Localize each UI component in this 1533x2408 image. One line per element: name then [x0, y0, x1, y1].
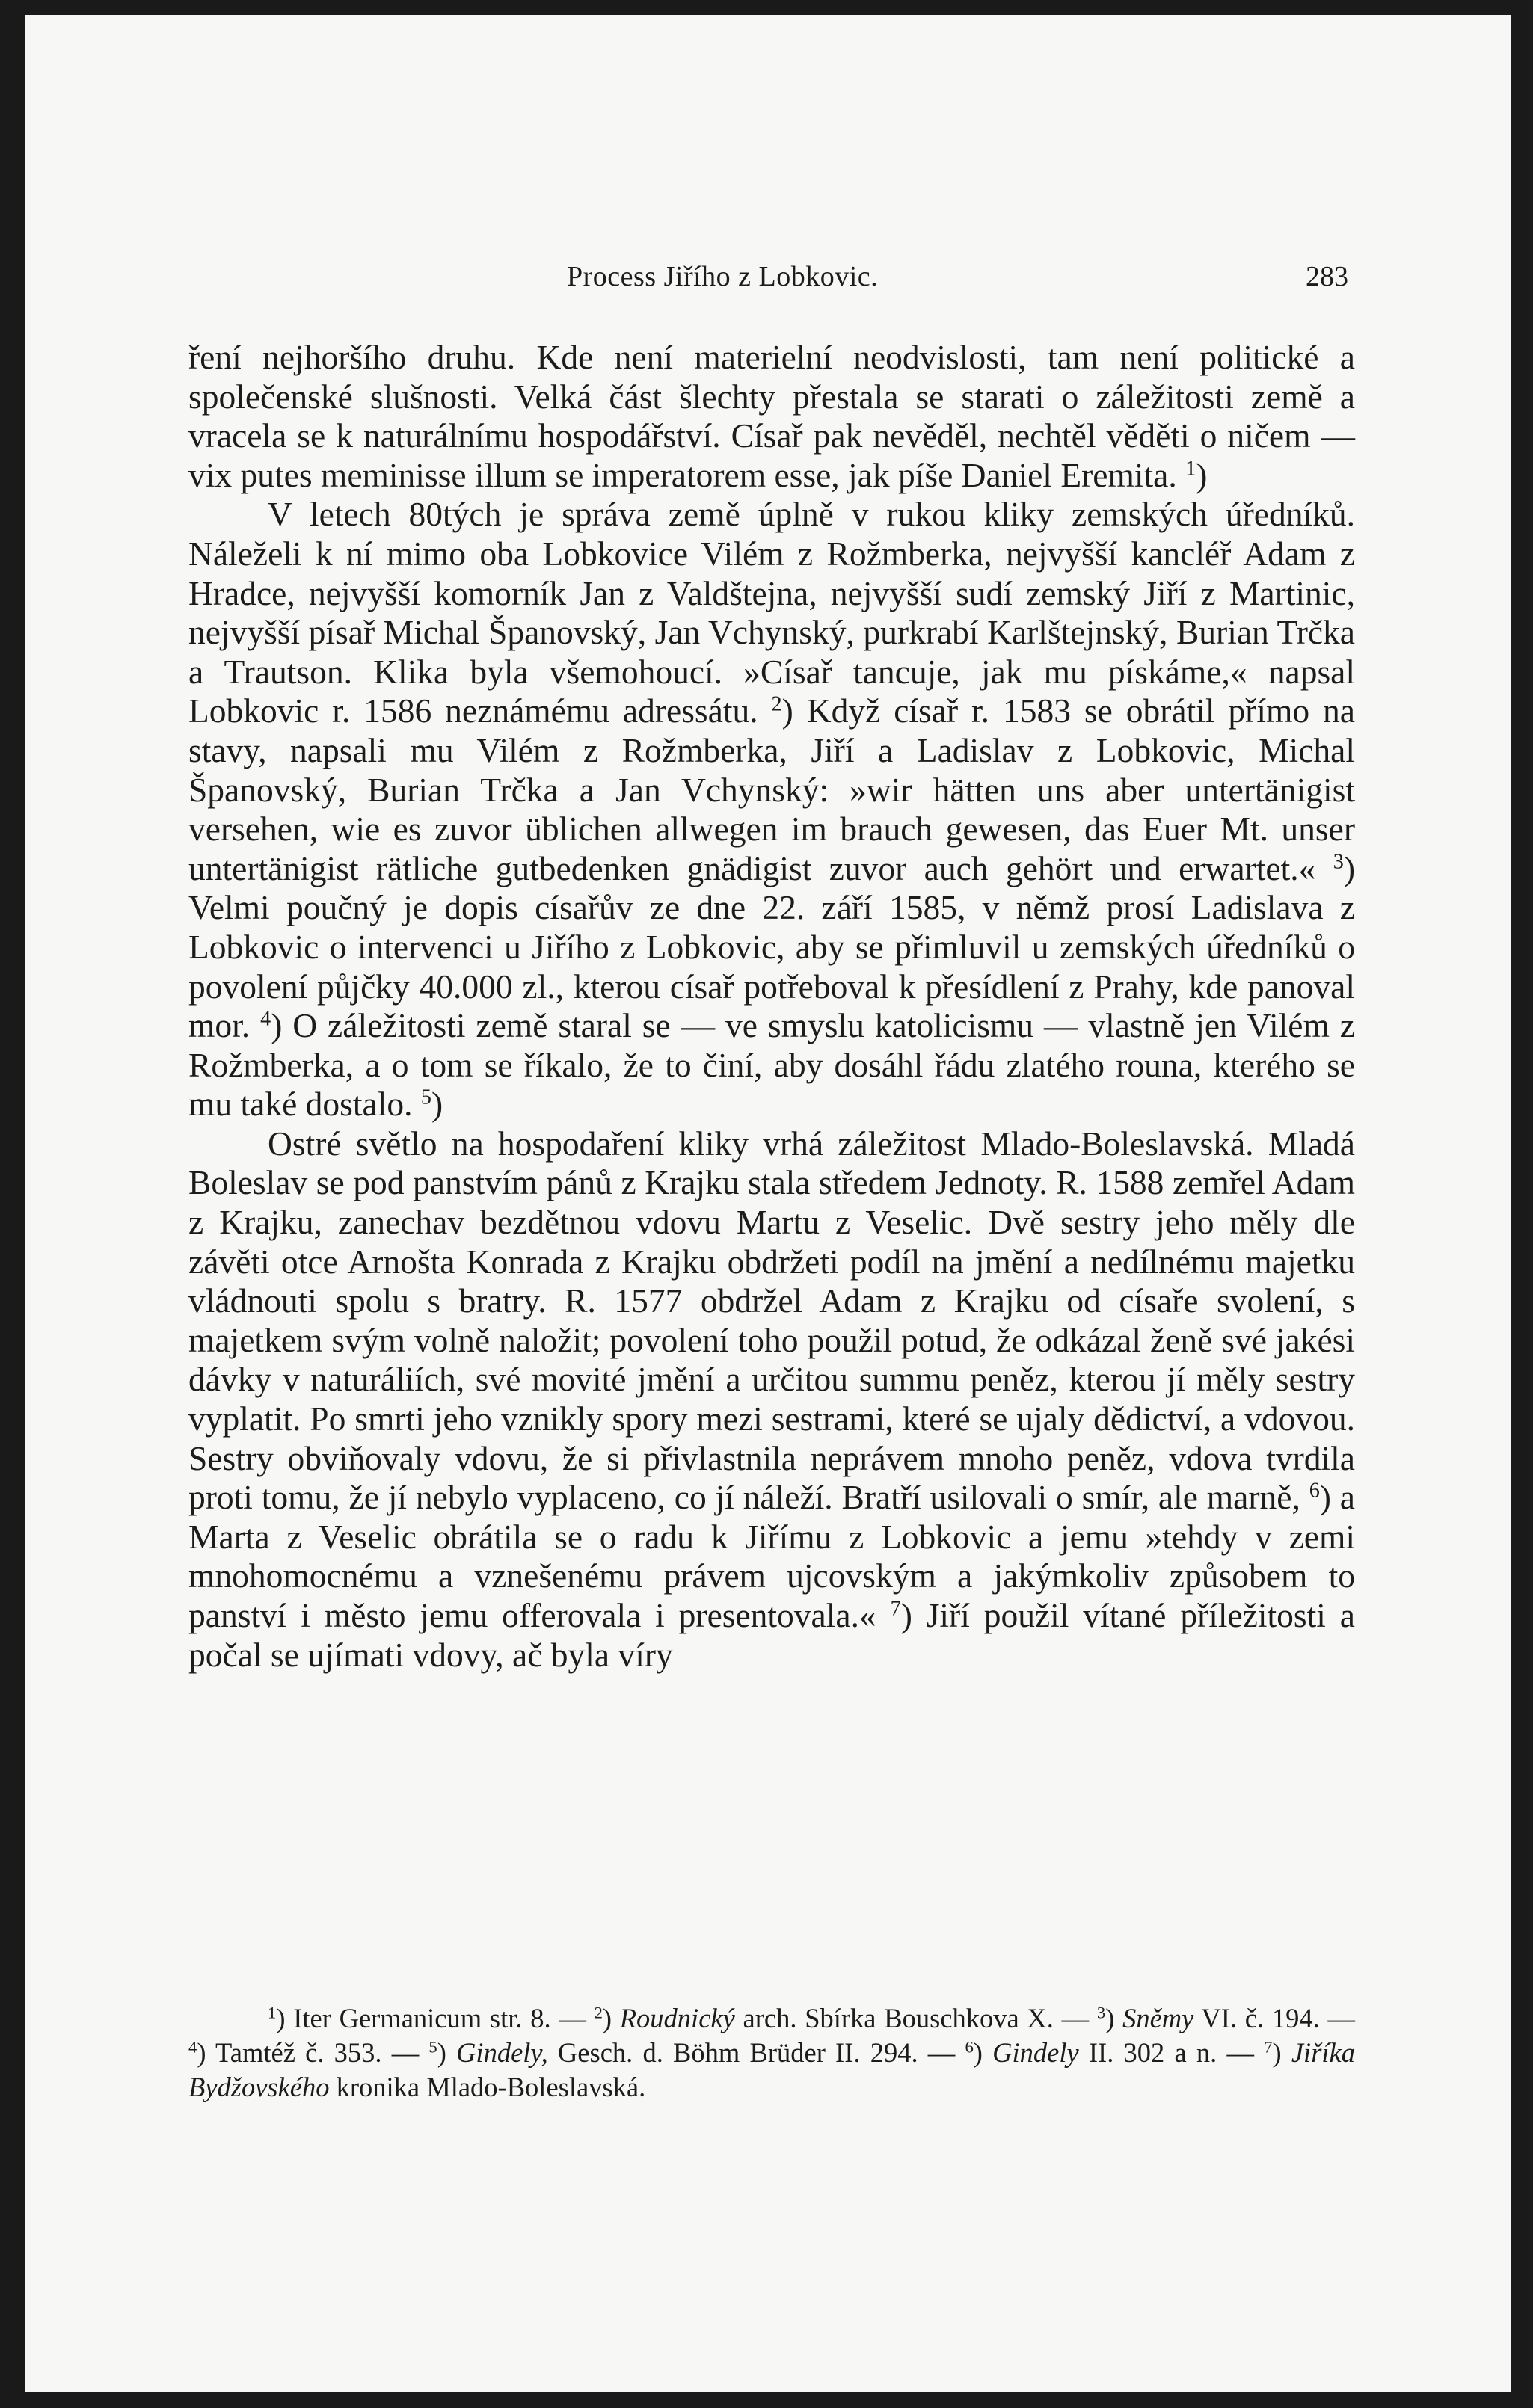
text-run: VI. č. 194. — — [1193, 2003, 1355, 2033]
text-run: V letech 80tých je správa země úplně v rukou kliky zemských úředníků. Náleželi k ní mimo oba Lobkovice Vilém z Rožmberka, nejvyšší kancléř Adam z Hradce, nejvyšší komorník Jan z Valdštejna, nejvyšší sudí zemský Jiří z Martinic, nejvyšší písař Michal Španovský, Jan Vchynský, purkrabí Karlštejnský, Burian Trčka a Trautson. Klika byla všemohoucí. »Císař tancuje, jak mu pískáme,« napsal Lobkovic r. 1586 neznámému adressátu. — [188, 495, 1355, 730]
footnote-marker: 6 — [965, 2037, 974, 2057]
text-run: ) — [1196, 455, 1208, 494]
page-header — [25, 260, 1511, 305]
text-run: arch. Sbírka Bouschkova X. — — [734, 2003, 1097, 2033]
text-run: ) O záležitosti země staral se — ve smyslu katolicismu — vlastně jen Vilém z Rožmberka, a o tom se říkalo, že to činí, aby dosáhl řádu zlatého rouna, kterého se mu také dostalo. — [188, 1006, 1355, 1124]
text-run: II. 302 a n. — — [1078, 2037, 1265, 2068]
paragraph — [188, 338, 1355, 495]
italic-text: Gindely, — [456, 2037, 548, 2068]
text-run: ) Když císař r. 1583 se obrátil přímo na stavy, napsali mu Vilém z Rožmberka, Jiří a Ladislav z Lobkovic, Michal Španovský, Burian Trčka a Jan Vchynský: »wir hätten uns aber untertänigist versehen, wie es zuvor üblichen allwegen im brauch gewesen, das Euer Mt. unser untertänigist rätliche gutbedenken gnädigist zuvor auch gehört und erwartet.« — [188, 692, 1355, 887]
text-run: ) — [973, 2037, 993, 2068]
footnote-marker: 5 — [428, 2037, 437, 2057]
footnote-marker: 7 — [890, 1597, 901, 1621]
text-run: ) Velmi poučný je dopis císařův ze dne 22. září 1585, v němž prosí Ladislava z Lobkovic o intervenci u Jiřího z Lobkovic, aby se přimluvil u zemských úředníků o povolení půjčky 40.000 zl., kterou císař potřeboval k přesídlení z Prahy, kde panoval mor. — [188, 849, 1355, 1045]
paragraph — [188, 495, 1355, 1124]
footnotes — [188, 2001, 1355, 2104]
italic-text: Jiříka Bydžovského — [188, 2037, 1355, 2102]
text-run: ) Tamtéž č. 353. — — [197, 2037, 429, 2068]
footnote-marker: 1 — [268, 2003, 277, 2022]
italic-text: Gindely — [992, 2037, 1079, 2068]
text-run: ření nejhoršího druhu. Kde není materielní neodvislosti, tam není politické a společenské slušnosti. Velká část šlechty přestala se starati o záležitosti země a vracela se k naturálnímu hospodářství. Císař pak nevěděl, nechtěl věděti o ničem — vix putes meminisse illum se imperatorem esse, jak píše Daniel Eremita. — [188, 338, 1355, 494]
text-run: ) — [1272, 2037, 1291, 2068]
text-run: ) — [602, 2003, 620, 2033]
footnote-marker: 2 — [594, 2003, 603, 2022]
text-run: ) Jiří použil vítané příležitosti a počal se ujímati vdovy, ač byla víry — [188, 1596, 1355, 1674]
page-number: 283 — [1306, 261, 1348, 292]
book-page — [25, 15, 1511, 2392]
paragraph — [188, 1124, 1355, 1675]
text-run: Gesch. d. Böhm Brüder II. 294. — — [547, 2037, 965, 2068]
footnote-marker: 1 — [1185, 457, 1196, 481]
footnote-marker: 5 — [420, 1086, 431, 1109]
footnote-marker: 4 — [188, 2037, 197, 2057]
footnote-marker: 7 — [1264, 2037, 1273, 2057]
italic-text: Sněmy — [1122, 2003, 1194, 2033]
body-text — [188, 338, 1355, 1675]
running-head: Process Jiřího z Lobkovic. — [567, 261, 879, 292]
text-run: ) — [431, 1085, 443, 1124]
text-run: ) a Marta z Veselic obrátila se o radu k Jiřímu z Lobkovic a jemu »tehdy v zemi mnohomocnému a vznešenému právem ujcovským a jakýmkoliv způsobem to panství i město jemu offerovala i presentovala.« — [188, 1478, 1355, 1634]
footnote-marker: 3 — [1333, 850, 1344, 874]
footnote-marker: 4 — [260, 1007, 271, 1031]
text-run: Ostré světlo na hospodaření kliky vrhá záležitost Mlado-Boleslavská. Mladá Boleslav se pod panstvím pánů z Krajku stala středem Jednoty. R. 1588 zemřel Adam z Krajku, zanechav bezdětnou vdovu Martu z Veselic. Dvě sestry jeho měly dle závěti otce Arnošta Konrada z Krajku obdržeti podíl na jmění a nedílnému majetku vládnouti spolu s bratry. R. 1577 obdržel Adam z Krajku od císaře svolení, s majetkem svým volně naložit; povolení toho použil potud, že odkázal ženě své jakési dávky v naturáliích, své movité jmění a určitou summu peněz, kterou jí měly sestry vyplatit. Po smrti jeho vznikly spory mezi sestrami, které se ujaly dědictví, a vdovou. Sestry obviňovaly vdovu, že si přivlastnila neprávem mnoho peněz, vdova tvrdila proti tomu, že jí nebylo vyplaceno, co jí náleží. Bratří usilovali o smír, ale marně, — [188, 1124, 1355, 1517]
footnote-marker: 3 — [1096, 2003, 1106, 2022]
text-run: kronika Mlado-Boleslavská. — [329, 2072, 646, 2102]
footnote-marker: 2 — [771, 692, 782, 716]
footnote-marker: 6 — [1309, 1479, 1320, 1503]
text-run: ) — [1105, 2003, 1123, 2033]
text-run: ) Iter Germanicum str. 8. — — [276, 2003, 595, 2033]
text-run: ) — [437, 2037, 457, 2068]
footnote-paragraph — [188, 2001, 1355, 2104]
italic-text: Roudnický — [619, 2003, 735, 2033]
